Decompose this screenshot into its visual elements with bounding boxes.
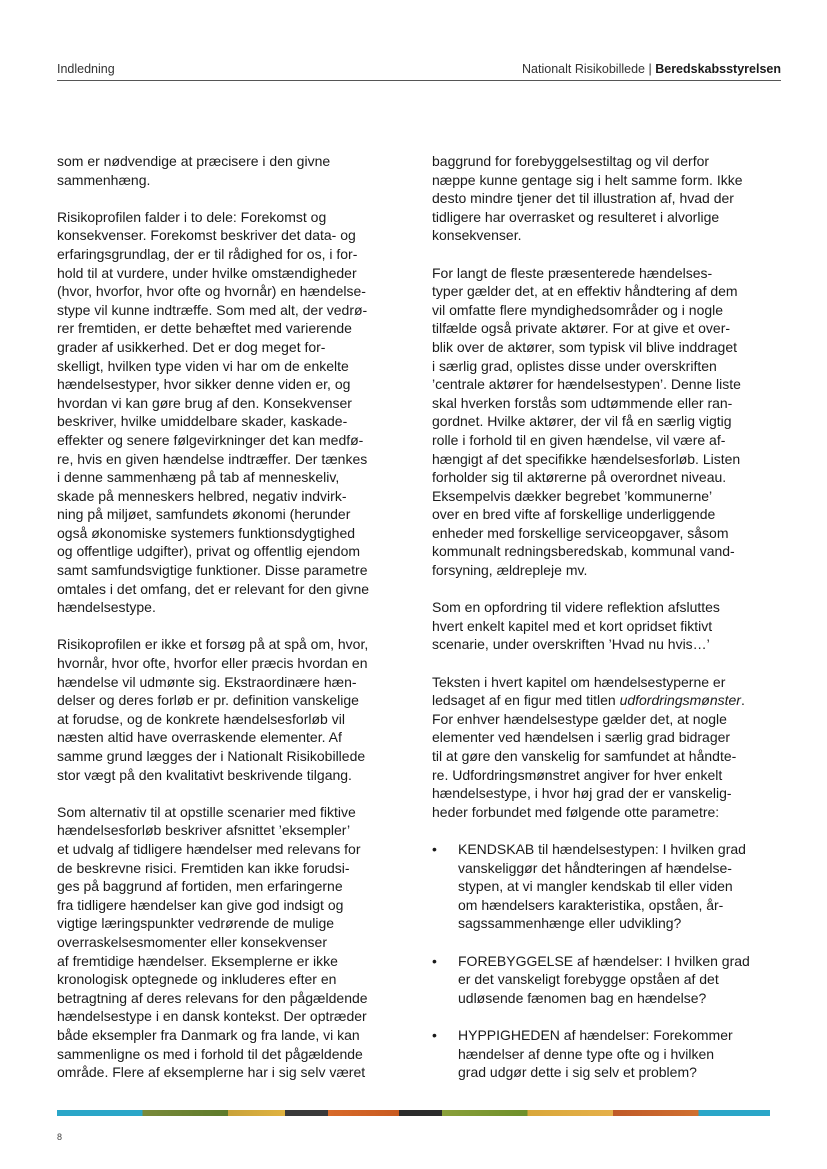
footer-color-bar <box>57 1110 770 1116</box>
figure-paragraph <box>432 673 772 822</box>
paragraph: Som alternativ til at opstille scenarier med fiktive hændelsesforløb beskriver afsnittet ’eksempler’ et udvalg af tidligere hændelser med relevans for de beskrevne risici. Fremtiden kan ikke forudsi- ges på baggrund af fortiden, men erfaringerne fra tidligere hændelser kan give god indsigt og vigtige læringspunkter vedrørende de mulige overraskelsesmomenter eller konsekvenser af fremtidige hændelser. Eksemplerne er ikke kronologisk optegnede og inkluderes efter en betragtning af deres relevans for den pågældende hændelsestype i en dansk kontekst. Der optræder både eksempler fra Danmark og fra lande, vi kan sammenligne os med i forhold til det pågældende område. Flere af eksemplerne har i sig selv været <box>57 803 368 1081</box>
paragraph: baggrund for forebyggelsestiltag og vil derfor næppe kunne gentage sig i helt samme form. Ikke desto mindre tjener det til illustration af, hvad der tidligere har overrasket og resulteret i alvorlige konsekvenser. <box>432 153 743 244</box>
header-separator: | <box>648 62 652 76</box>
list-item-text: HYPPIGHEDEN af hændelser: Forekommer hændelser af denne type ofte og i hvilken grad udgør dette i sig selv et problem? <box>458 1026 733 1081</box>
bullet-icon: • <box>432 1026 437 1043</box>
list-item-text: KENDSKAB til hændelsestypen: I hvilken grad vanskeliggør det håndteringen af hændelse- stypen, at vi mangler kendskab til eller viden om hændelsers karakteristika, opståen, år- sagssammenhænge eller udvikling? <box>458 840 746 932</box>
parameter-list <box>432 840 772 1082</box>
list-item <box>432 952 772 1008</box>
bullet-icon: • <box>432 840 437 857</box>
left-column <box>57 152 397 1100</box>
paragraph: Risikoprofilen falder i to dele: Forekomst og konsekvenser. Forekomst beskriver det data- og erfaringsgrundlag, der er til rådighed for os, i for- hold til at vurdere, under hvilke omstændigheder (hvor, hvorfor, hvor ofte og hvornår) en hændelse- stype vil kunne indtræffe. Som med alt, der vedrø- rer fremtiden, er dette behæftet med varierende grader af usikkerhed. Det er dog meget for- skelligt, hvilken type viden vi har om de enkelte hændelsestyper, hvor sikker denne viden er, og hvordan vi kan gøre brug af den. Konsekvenser beskriver, hvilke umiddelbare skader, kaskade- effekter og senere følgevirkninger det kan medfø- re, hvis en given hændelse indtræffer. Der tænkes i denne sammenhæng på tab af menneskeliv, skade på menneskers helbred, negativ indvirk- ning på miljøet, samfundets økonomi (herunder også økonomiske systemers funktionsdygtighed og offentlige udgifter), privat og offentlig ejendom samt samfundsvigtige funktioner. Disse parametre omtales i det omfang, det er relevant for den givne hændelsestype. <box>57 208 370 616</box>
publication-title: Nationalt Risikobillede <box>522 62 645 76</box>
paragraph: som er nødvendige at præcisere i den givne sammenhæng. <box>57 153 331 188</box>
page-number: 8 <box>57 1132 63 1142</box>
figure-title-term: udfordringsmønster <box>619 692 741 709</box>
figure-text-after: . For enhver hændelsestype gælder det, at nogle elementer ved hændelsen i særlig grad bidrager til at gøre den vanskelig for samfundet at håndte- re. Udfordringsmønstret angiver for hver enkelt hændelsestype, i hvor høj grad der er vanskelig- heder forbundet med følgende otte parametre: <box>432 692 745 820</box>
right-column <box>432 152 772 1100</box>
list-item <box>432 1026 772 1082</box>
section-title: Indledning <box>57 62 115 76</box>
list-item <box>432 840 772 933</box>
paragraph: Som en opfordring til videre reflektion afsluttes hvert enkelt kapitel med et kort opridset fiktivt scenarie, under overskriften ’Hvad nu hvis…’ <box>432 599 720 653</box>
paragraph: For langt de fleste præsenterede hændelses- typer gælder det, at en effektiv håndtering af dem vil omfatte flere myndighedsområder og i nogle tilfælde også private aktører. For at give et over- blik over de aktører, som typisk vil blive inddraget i særlig grad, oplistes disse under overskriften ’centrale aktører for hændelsestypen’. Denne liste skal hverken forstås som udtømmende eller ran- gordnet. Hvilke aktører, der vil få en særlig vigtig rolle i forhold til en given hændelse, vil være af- hængigt af det specifikke hændelsesforløb. Listen forholder sig til aktørerne på overordnet niveau. Eksempelvis dækker begrebet ’kommunerne’ over en bred vifte af forskellige underliggende enheder med forskellige serviceopgaver, såsom kommunalt redningsberedskab, kommunal vand- forsyning, ældrepleje mv. <box>432 264 741 579</box>
figure-text-before: Teksten i hvert kapitel om hændelsestyperne er ledsaget af en figur med titlen <box>432 673 726 709</box>
list-item-text: FOREBYGGELSE af hændelser: I hvilken grad er det vanskeligt forebygge opståen af det udløsende fænomen bag en hændelse? <box>458 952 750 1006</box>
bullet-icon: • <box>432 952 437 969</box>
organization-name: Beredskabsstyrelsen <box>655 62 781 76</box>
running-header <box>522 62 781 76</box>
paragraph: Risikoprofilen er ikke et forsøg på at spå om, hvor, hvornår, hvor ofte, hvorfor eller præcis hvordan en hændelse vil udmønte sig. Ekstraordinære hæn- delser og deres forløb er pr. definition vanskelige at forudse, og de konkrete hændelsesforløb vil næsten altid have overraskende elementer. Af samme grund lægges der i Nationalt Risikobillede stor vægt på den kvalitativt beskrivende tilgang. <box>57 636 369 783</box>
header-rule <box>57 80 781 81</box>
